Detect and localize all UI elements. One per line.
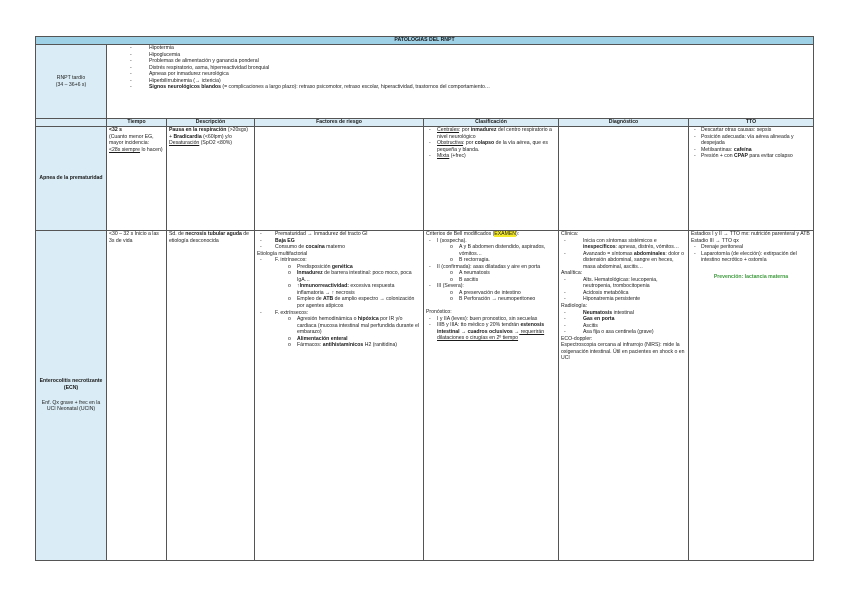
list-item: - Descartar otras causas: sepsis bbox=[691, 127, 811, 134]
list-item: - Drenaje peritoneal bbox=[691, 244, 811, 251]
apnea-tto bbox=[689, 127, 814, 231]
pronostico-label: Pronóstico: bbox=[426, 309, 452, 316]
list-item: - Ascitis bbox=[561, 323, 686, 330]
ecn-subtitle: Enf. Qx grave + frec en la UCI Neonatal (UCIN) bbox=[41, 399, 101, 413]
list-item: - Alts. Hematológicas: leucopenia, neutropenia, trombocitopenia bbox=[561, 277, 686, 290]
radiologia-label: Radiología: bbox=[561, 303, 588, 310]
analitica-label: Analítica: bbox=[561, 270, 583, 277]
list-item: o ↑Inmunorreactividad: excesiva respuesta inflamatoria → ↑ necrosis bbox=[275, 283, 421, 296]
header-clasificacion: Clasificación bbox=[424, 119, 559, 127]
apnea-diagnostico bbox=[559, 127, 689, 231]
list-item: o Fármacos: antihistamínicos H2 (ranitidina) bbox=[275, 342, 421, 349]
list-item: - Consumo de cocaína materno bbox=[257, 244, 421, 251]
multifactorial-label: Etiología multifactorial bbox=[257, 250, 308, 257]
header-blank bbox=[36, 119, 107, 127]
rnpt-tardio-content bbox=[107, 45, 814, 119]
list-item: - Hiperbilirrubinemia (→ ictericia) bbox=[127, 78, 811, 85]
list-item: - I (sospecha). o A y B abdomen distendido, aspirados, vómitos… o B rectorragia. bbox=[426, 238, 556, 264]
list-item: - Distrés respiratorio, asma, hiperreactividad bronquial bbox=[127, 65, 811, 72]
list-item: o Predisposición genética bbox=[275, 264, 421, 271]
list-item: o Empleo de ATB de amplio espectro → colonización por agentes atípicos bbox=[275, 296, 421, 309]
list-item: o A preservación de intestino bbox=[437, 290, 556, 297]
list-item: o A neumatosis bbox=[437, 270, 556, 277]
list-item: - Presión + con CPAP para evitar colapso bbox=[691, 153, 811, 160]
list-item: o Inmadurez de barrera intestinal: poco moco, poca IgA… bbox=[275, 270, 421, 283]
list-item: - Problemas de alimentación y ganancia ponderal bbox=[127, 58, 811, 65]
list-item: - Apneas por inmadurez neurológica bbox=[127, 71, 811, 78]
apnea-descripcion: Pausa en la respiración (>20sgs) + Bradicardia (<60lpm) y/o Desaturación (SpO2 <80%) bbox=[167, 127, 255, 231]
list-item: - Centrales: por inmadurez del centro respiratorio a nivel neurológico bbox=[426, 127, 556, 140]
rnpt-label-line2: (34 – 36+6 s) bbox=[55, 81, 87, 88]
pathology-table bbox=[35, 36, 814, 561]
bell-criteria: Criterios de Bell modificados (EXAMEN): bbox=[426, 231, 520, 237]
list-item: - Laparotomía (de elección): extirpación del intestino necrótico + ostomía bbox=[691, 251, 811, 264]
list-item: - Gas en porta bbox=[561, 316, 686, 323]
apnea-clasificacion bbox=[424, 127, 559, 231]
list-item: - Baja EG bbox=[257, 238, 421, 245]
list-item: - Inicia con síntomas sistémicos e inespecíficos: apneas, distrés, vómitos… bbox=[561, 238, 686, 251]
ecn-diagnostico bbox=[559, 231, 689, 561]
list-item: - IIIB y IIIA: tto médico y 20% tendrán estenosis intestinal → cuadros oclusivos → requerirán dilataciones o cirugías en 2º tiempo bbox=[426, 322, 556, 342]
list-item: o Agresión hemodinámica o hipóxica por IR y/o cardiaca (mucosa intestinal mal perfundida durante el embarazo) bbox=[275, 316, 421, 336]
header-factores: Factores de riesgo bbox=[255, 119, 424, 127]
list-item: - Posición adecuada: vía aérea alineada y despejada bbox=[691, 134, 811, 147]
list-item: - Acidosis metabólica bbox=[561, 290, 686, 297]
espectro-text: Espectroscopia cercana al infrarrojo (NIRS): mide la oxigenación intestinal. Útil en pacientes en shock o en UCI bbox=[561, 342, 685, 362]
list-item: o A y B abdomen distendido, aspirados, vómitos… bbox=[437, 244, 556, 257]
list-item: - III (Severa): o A preservación de intestino o B Perforación → neumoperitoneo bbox=[426, 283, 556, 303]
list-item: - Prematuridad → Inmadurez del tracto GI bbox=[257, 231, 421, 238]
list-item: - Hipoglucemia bbox=[127, 52, 811, 59]
list-item: - F. intrínsecos: o Predisposición genética o Inmadurez de barrera intestinal: poco moco, poca IgA… o ↑Inmunorreactividad: excesiva respuesta inflamatoria → ↑ necrosis o Empleo de ATB de amplio espectro → colonización por agentes atípicos bbox=[257, 257, 421, 309]
header-tto: TTO bbox=[689, 119, 814, 127]
list-item: - Hiponatremia persistente bbox=[561, 296, 686, 303]
list-item: o Alimentación enteral bbox=[275, 336, 421, 343]
list-item: - Obstructiva: por colapso de la vía aérea, que es pequeña y blanda. bbox=[426, 140, 556, 153]
list-item: - Neumatosis intestinal bbox=[561, 310, 686, 317]
list-item: o B Perforación → neumoperitoneo bbox=[437, 296, 556, 303]
apnea-tiempo: <32 s (Cuanto menor EG, mayor incidencia: <28s siempre lo hacen) bbox=[107, 127, 167, 231]
list-item: - Metilxantinas: cafeína bbox=[691, 147, 811, 154]
rnpt-list bbox=[127, 45, 811, 91]
list-item: - Hipotermia bbox=[127, 45, 811, 52]
rnpt-label-line1: RNPT tardío bbox=[56, 74, 86, 81]
list-item: - II (confirmada): asas dilatadas y aire en porta o A neumatosis o B ascitis bbox=[426, 264, 556, 284]
ecn-descripcion: Sd. de necrosis tubular aguda de etiología desconocida bbox=[167, 231, 255, 561]
apnea-label: Apnea de la prematuridad bbox=[36, 127, 107, 231]
document-page bbox=[35, 36, 813, 567]
ecn-label bbox=[36, 231, 107, 561]
list-item: - Signos neurológicos blandos (= complicaciones a largo plazo): retraso psicomotor, retraso escolar, hiperactividad, trastornos del comportamiento… bbox=[127, 84, 811, 91]
clinica-label: Clínica: bbox=[561, 231, 579, 237]
list-item: - F. extrínsecos: o Agresión hemodinámica o hipóxica por IR y/o cardiaca (mucosa intestinal mal perfundida durante el embarazo) o Alimentación enteral o Fármacos: antihistamínicos H2 (ranitidina) bbox=[257, 310, 421, 349]
ecn-tiempo: <30 – 32 s Inicio a las 3s de vida bbox=[107, 231, 167, 561]
list-item: - Asa fija o asa centinela (grave) bbox=[561, 329, 686, 336]
list-item: o B rectorragia. bbox=[437, 257, 556, 264]
header-tiempo: Tiempo bbox=[107, 119, 167, 127]
tto-line2: Estadio III → TTO qx bbox=[691, 237, 739, 244]
list-item: - Avanzado = síntomas abdominales: dolor o distensión abdominal, sangre en heces, masa abdominal, ascitis… bbox=[561, 251, 686, 271]
list-item: - I y IIA (leves): buen pronostico, sin secuelas bbox=[426, 316, 556, 323]
rnpt-tardio-label bbox=[36, 45, 107, 119]
tto-line1: Estadios I y II → TTO mx: nutrición parenteral y ATB bbox=[691, 231, 810, 237]
header-diagnostico: Diagnóstico bbox=[559, 119, 689, 127]
list-item: o B ascitis bbox=[437, 277, 556, 284]
ecn-tto bbox=[689, 231, 814, 561]
table-title: PATOLOGÍAS DEL RNPT bbox=[36, 37, 814, 45]
apnea-factores bbox=[255, 127, 424, 231]
header-descripcion: Descripción bbox=[167, 119, 255, 127]
ecn-title: Enterocolitis necrotizante (ECN) bbox=[39, 378, 103, 391]
ecn-factores bbox=[255, 231, 424, 561]
prevencion-text: Prevención: lactancia materna bbox=[713, 273, 789, 280]
ecn-clasificacion bbox=[424, 231, 559, 561]
eco-label: ECO-doppler: bbox=[561, 335, 593, 342]
list-item: - Mixta (+frec) bbox=[426, 153, 556, 160]
exam-highlight: EXAMEN bbox=[494, 231, 517, 237]
